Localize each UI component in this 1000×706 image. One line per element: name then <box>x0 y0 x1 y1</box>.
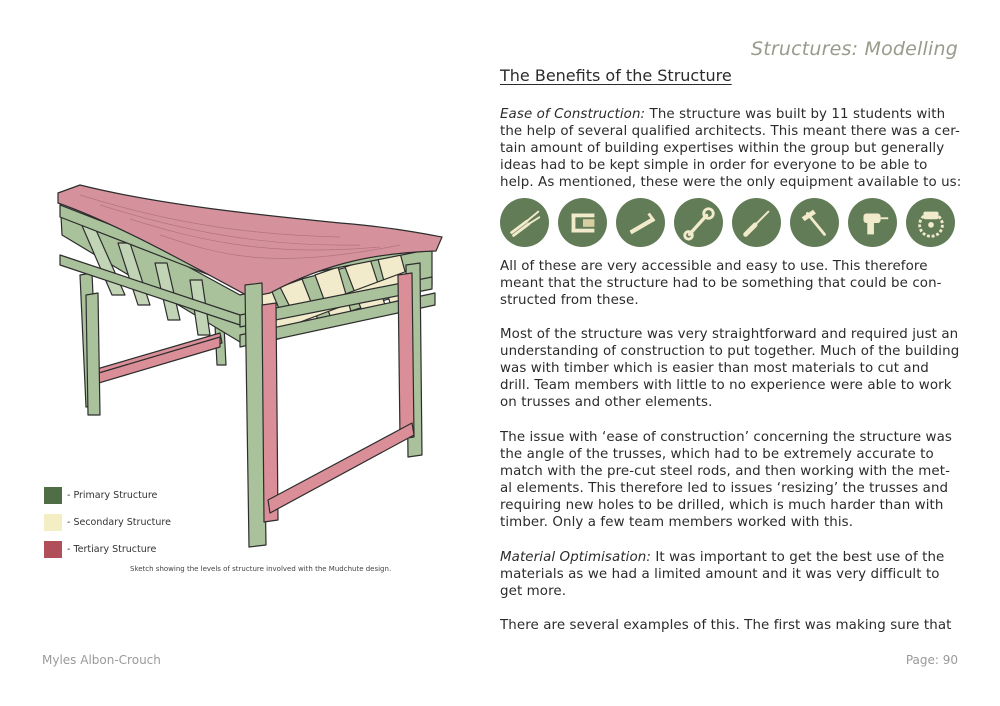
legend-swatch-secondary <box>44 514 62 531</box>
paragraph-lead: Material Optimisation: <box>500 550 651 565</box>
paragraph-material-optimisation <box>500 549 962 600</box>
spanner-icon <box>674 198 723 247</box>
paragraph-accessibility: All of these are very accessible and easy to use. This therefore meant that the structure had to be something that could be con-structed from these. <box>500 259 942 309</box>
paragraph-ease-of-construction <box>500 106 962 191</box>
drill-icon <box>848 198 897 247</box>
structure-legend <box>44 486 171 567</box>
paragraph-trusses-issue: The issue with ‘ease of construction’ concerning the structure was the angle of the trusses, which had to be extremely accurate to match with the pre-cut steel rods, and then working with the met-al elements. This therefore led to issues ‘resizing’ the trusses and requiring new holes to be drilled, which is much harder than with timber. Only a few team members worked with this. <box>500 430 952 531</box>
legend-label: - Secondary Structure <box>67 516 171 528</box>
hammer-icon <box>790 198 839 247</box>
legend-item-secondary <box>44 513 171 531</box>
footer-author: Myles Albon-Crouch <box>42 653 161 667</box>
paragraph-lead: Ease of Construction: <box>500 107 646 122</box>
paragraph-straightforward: Most of the structure was very straightforward and required just an understanding of construction to put together. Much of the building was with timber which is easier than most materials to cut and drill. Team members with little to no experience were able to work on trusses and other elements. <box>500 327 960 411</box>
legend-item-primary <box>44 486 171 504</box>
paragraph-text: The structure was built by 11 students with the help of several qualified architects. This meant there was a cer-tain amount of building expertises within the group but generally ideas had to be kept simple in order for everyone to be able to help. As mentioned, these were the only equipment available to us: <box>500 107 962 191</box>
tool-icon-row <box>500 198 962 248</box>
illustration-caption: Sketch showing the levels of structure involved with the Mudchute design. <box>130 565 392 573</box>
pliers-icon <box>500 198 549 247</box>
legend-label: - Tertiary Structure <box>67 543 157 555</box>
set-square-icon <box>616 198 665 247</box>
screwdriver-icon <box>732 198 781 247</box>
paragraph-examples: There are several examples of this. The first was making sure that <box>500 618 952 633</box>
legend-swatch-tertiary <box>44 541 62 558</box>
clamp-icon <box>558 198 607 247</box>
page-header-title: Structures: Modelling <box>750 38 958 60</box>
circular-saw-icon <box>906 198 955 247</box>
paragraph-text: It was important to get the best use of the materials as we had a limited amount and it was very difficult to get more. <box>500 550 945 600</box>
footer-page-number: Page: 90 <box>905 653 958 667</box>
legend-label: - Primary Structure <box>67 489 158 501</box>
legend-swatch-primary <box>44 487 62 504</box>
section-heading: The Benefits of the Structure <box>500 66 732 85</box>
legend-item-tertiary <box>44 540 171 558</box>
